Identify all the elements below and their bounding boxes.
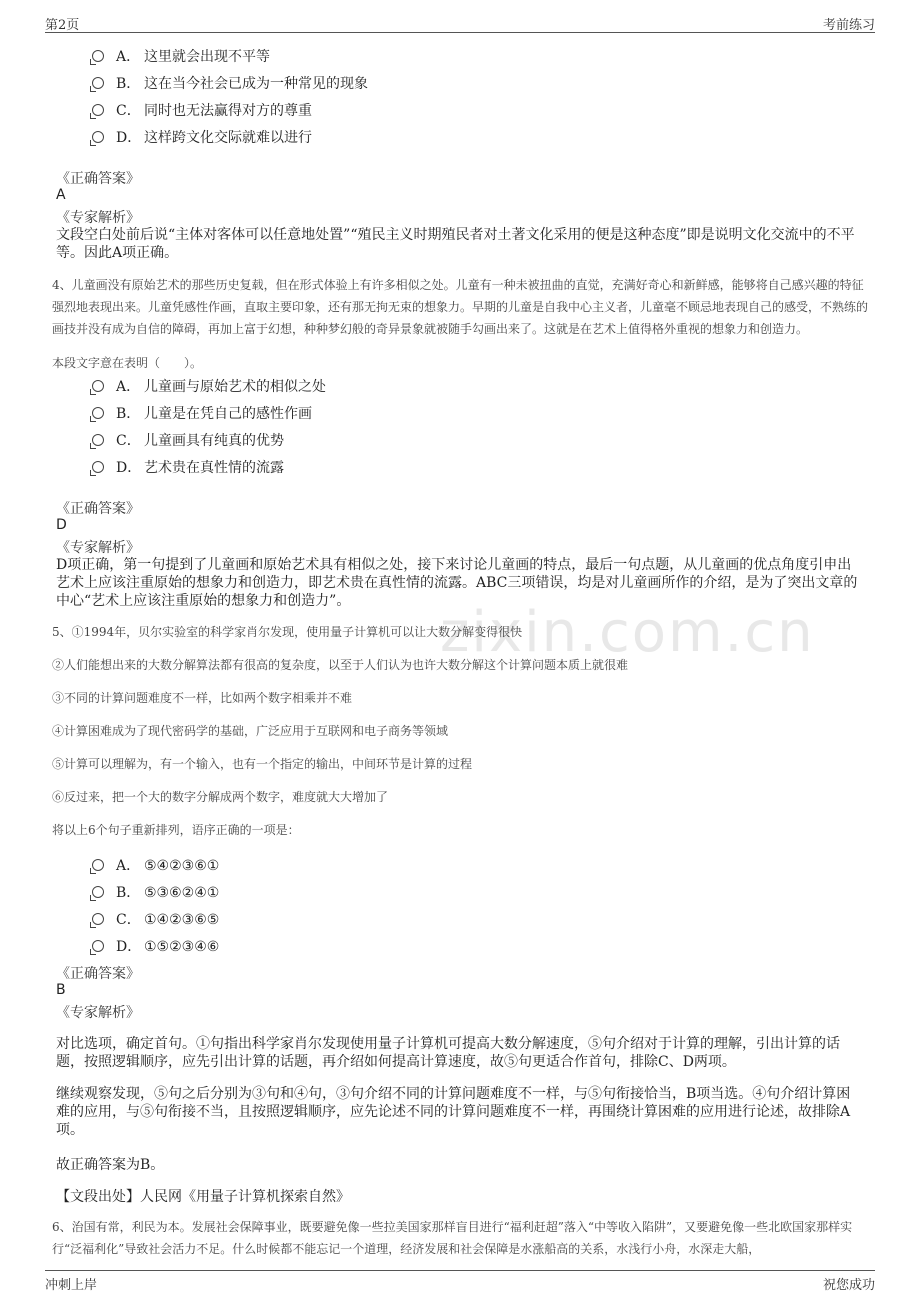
q5-sentence-6: ⑥反过来，把一个大的数字分解成两个数字，难度就大大增加了 — [52, 790, 389, 804]
q3-analysis: 文段空白处前后说“主体对客体可以任意地处置”“殖民主义时期殖民者对土著文化采用的便是这种态度”即是说明文化交流中的不平等。因此A项正确。 — [56, 227, 855, 261]
footer-right-text: 祝您成功 — [822, 1278, 875, 1293]
radio-icon[interactable] — [92, 77, 104, 89]
footer-left-text: 冲刺上岸 — [45, 1278, 98, 1293]
q5-option-d[interactable]: D． ①⑤②③④⑥ — [92, 936, 219, 956]
q3-option-c[interactable]: C． 同时也无法赢得对方的尊重 — [92, 100, 312, 120]
radio-icon[interactable] — [92, 886, 104, 898]
radio-icon[interactable] — [92, 913, 104, 925]
q3-answer-label: 《正确答案》 — [56, 171, 140, 187]
radio-icon[interactable] — [92, 461, 104, 473]
q5-option-c[interactable]: C． ①④②③⑥⑤ — [92, 909, 219, 929]
q4-analysis: D项正确，第一句提到了儿童画和原始艺术具有相似之处，接下来讨论儿童画的特点，最后一句点题，从儿童画的优点角度引申出艺术上应该注重原始的想象力和创造力，即艺术贵在真性情的流露。ABC三项错误，均是对儿童画所作的介绍，是为了突出文章的中心“艺术上应该注重原始的想象力和创造力”。 — [56, 557, 858, 609]
radio-icon[interactable] — [92, 940, 104, 952]
q4-question: 本段文字意在表明（ ）。 — [52, 356, 203, 370]
watermark: zixin.com.cn — [440, 600, 815, 665]
q5-option-b[interactable]: B． ⑤③⑥②④① — [92, 882, 219, 902]
q5-analysis-paragraph-2: 继续观察发现，⑤句之后分别为③句和④句，③句介绍不同的计算问题难度不一样，与⑤句衔接恰当，B项当选。④句介绍计算困难的应用，与⑤句衔接不当，且按照逻辑顺序，应先论述不同的计算问题难度不一样，再围绕计算困难的应用进行论述，故排除A项。 — [56, 1086, 851, 1138]
radio-icon[interactable] — [92, 407, 104, 419]
radio-icon[interactable] — [92, 50, 104, 62]
q4-option-b[interactable]: B． 儿童是在凭自己的感性作画 — [92, 403, 312, 423]
q4-option-a[interactable]: A． 儿童画与原始艺术的相似之处 — [92, 376, 326, 396]
page-number: 第2页 — [45, 18, 80, 33]
q3-answer: A — [56, 187, 66, 203]
q3-option-b[interactable]: B． 这在当今社会已成为一种常见的现象 — [92, 73, 368, 93]
q4-option-c[interactable]: C． 儿童画具有纯真的优势 — [92, 430, 284, 450]
q5-analysis-conclusion: 故正确答案为B。 — [56, 1157, 165, 1173]
q5-sentence-2: ②人们能想出来的大数分解算法都有很高的复杂度，以至于人们认为也许大数分解这个计算问题本质上就很难 — [52, 658, 629, 672]
radio-icon[interactable] — [92, 104, 104, 116]
q5-answer: B — [56, 982, 66, 998]
radio-icon[interactable] — [92, 380, 104, 392]
radio-icon[interactable] — [92, 131, 104, 143]
q5-source: 【文段出处】人民网《用量子计算机探索自然》 — [56, 1189, 350, 1205]
q5-option-a[interactable]: A． ⑤④②③⑥① — [92, 855, 219, 875]
q4-answer: D — [56, 517, 67, 533]
q5-sentence-1: 5、①1994年，贝尔实验室的科学家肖尔发现，使用量子计算机可以让大数分解变得很快 — [52, 625, 523, 639]
q5-answer-label: 《正确答案》 — [56, 966, 140, 982]
q6-stem: 6、治国有常，利民为本。发展社会保障事业，既要避免像一些拉美国家那样盲目进行“福利赶超”落入“中等收入陷阱”，又要避免像一些北欧国家那样实行“泛福利化”导致社会活力不足。什么时候都不能忘记一个道理，经济发展和社会保障是水涨船高的关系，水浅行小舟，水深走大船， — [52, 1220, 853, 1256]
page-footer — [45, 1270, 875, 1293]
q4-option-d[interactable]: D． 艺术贵在真性情的流露 — [92, 457, 284, 477]
q5-analysis-paragraph-1: 对比选项，确定首句。①句指出科学家肖尔发现使用量子计算机可提高大数分解速度，⑤句介绍对于计算的理解，引出计算的话题，按照逻辑顺序，应先引出计算的话题，再介绍如何提高计算速度，故⑤句更适合作首句，排除C、D两项。 — [56, 1036, 840, 1070]
q5-sentence-5: ⑤计算可以理解为，有一个输入，也有一个指定的输出，中间环节是计算的过程 — [52, 757, 473, 771]
q5-question: 将以上6个句子重新排列，语序正确的一项是： — [52, 823, 300, 837]
q3-analysis-label: 《专家解析》 — [56, 210, 140, 226]
q5-analysis-label: 《专家解析》 — [56, 1005, 140, 1021]
radio-icon[interactable] — [92, 859, 104, 871]
q4-stem: 4、儿童画没有原始艺术的那些历史复载，但在形式体验上有许多相似之处。儿童有一种未被扭曲的直觉，充满好奇心和新鲜感，能够将自己感兴趣的特征强烈地表现出来。儿童凭感性作画，直取主要印象，还有那无拘无束的想象力。早期的儿童是自我中心主义者，儿童毫不顾忌地表现自己的感受，不熟练的画技并没有成为自信的障碍，再加上富于幻想，种种梦幻般的奇异景象就被随手勾画出来了。这就是在艺术上值得格外重视的想象力和创造力。 — [52, 278, 869, 336]
q4-answer-label: 《正确答案》 — [56, 501, 140, 517]
radio-icon[interactable] — [92, 434, 104, 446]
page-header — [45, 12, 875, 33]
q5-sentence-4: ④计算困难成为了现代密码学的基础，广泛应用于互联网和电子商务等领域 — [52, 724, 449, 738]
q4-analysis-label: 《专家解析》 — [56, 540, 140, 556]
q5-sentence-3: ③不同的计算问题难度不一样，比如两个数字相乘并不难 — [52, 691, 353, 705]
header-title: 考前练习 — [822, 18, 875, 33]
q3-option-d[interactable]: D． 这样跨文化交际就难以进行 — [92, 127, 312, 147]
q3-option-a[interactable]: A． 这里就会出现不平等 — [92, 46, 270, 66]
